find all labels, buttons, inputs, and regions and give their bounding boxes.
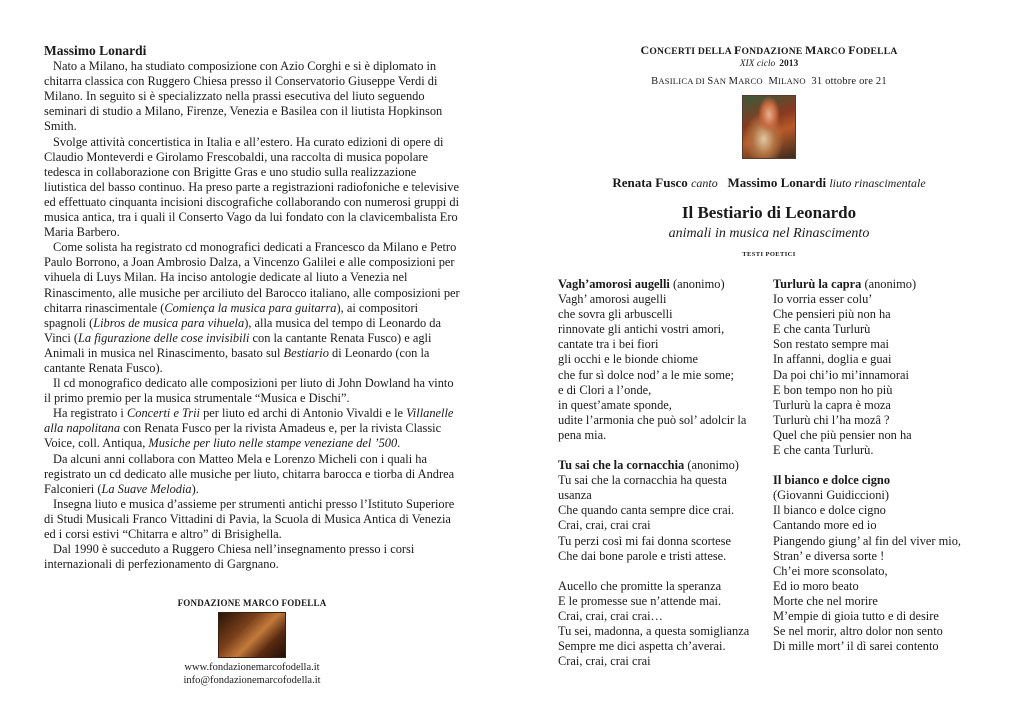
poem-line: E le promesse sue n’attende mai. <box>558 593 722 608</box>
poem-line: che sovra gli arbuscelli <box>558 307 673 322</box>
italic-title: La figurazione delle cose invisibili <box>78 330 250 345</box>
poem-line: e di Clori a l’onde, <box>558 382 652 397</box>
poem-line: Di mille mort’ il dì sarei contento <box>773 639 939 654</box>
bio-paragraph <box>44 240 462 376</box>
bio-text: Ha registrato i <box>53 406 127 421</box>
italic-title: Villanelle alla napolitana <box>44 406 454 436</box>
bio-text: ), alla musica del tempo di Leonardo da Vinci ( <box>44 315 442 345</box>
poem-title: Tu sai che la cornacchia (anonimo) <box>558 458 739 473</box>
cycle-year: 2013 <box>779 59 799 69</box>
poem-line: che fur sì dolce nod’ a le mie some; <box>558 367 734 382</box>
bio-text: Da alcuni anni collabora con Matteo Mela e Lorenzo Micheli con i quali ha registrato un cd dedicato alle musiche per liuto, chitarra barocca e tiorba di Andrea Falconieri ( <box>44 451 455 496</box>
poem <box>773 277 978 458</box>
poem-line: Sempre me dici aspetta ch’averai. <box>558 639 726 654</box>
poem-line: Aucello che promitte la speranza <box>558 578 722 593</box>
bio-paragraphs <box>44 59 462 572</box>
bio-text: Svolge attività concertistica in Italia e all’estero. Ha curato edizioni di opere di Claudio Monteverdi e Girolamo Frescobaldi, una raccolta di musica popolare tedesca in collaborazione con Brigitte Gras e uno studio sulla realizzazione liutistica del basso continuo. Ha preso parte a registrazioni radiofoniche e televisive ed effettuato cinquanta incisioni discografiche collaborando con numerosi gruppi di musica antica, tra i quali il Conserto Vago da lui fondato con la clavicembalista Ero Maria Barbero. <box>44 134 460 240</box>
italic-title: Bestiario <box>283 345 329 360</box>
bio-paragraph <box>44 542 462 572</box>
poem-line: Stran’ e diversa sorte ! <box>773 548 885 563</box>
poem-line: E che canta Turlurù. <box>773 443 874 458</box>
performer-1-role: canto <box>691 176 718 190</box>
program-subtitle: animali in musica nel Rinascimento <box>668 226 870 241</box>
poem-line: rinnovate gli antichi vostri amori, <box>558 322 725 337</box>
poem-line: udite l’armonia che può sol’ adolcir la pena mia. <box>558 412 747 442</box>
poem-line: Che quando canta sempre dice crai. <box>558 503 735 518</box>
poem-line: (Giovanni Guidiccioni) <box>773 488 889 503</box>
poem-line: Ch’ei more sconsolato, <box>773 563 888 578</box>
performer-1-name: Renata Fusco <box>612 175 688 190</box>
performer-2-name: Massimo Lonardi <box>727 175 827 190</box>
poem-line: Quel che più pensier non ha <box>773 427 912 442</box>
italic-title: Musiche per liuto nelle stampe veneziane del ’500 <box>148 436 398 451</box>
poem-title: Il bianco e dolce cigno <box>773 473 891 488</box>
bio-text: ). <box>191 481 199 496</box>
poem-line: Vagh’ amorosi augelli <box>558 292 667 307</box>
poem-author: (anonimo) <box>669 277 725 291</box>
poem-title: Turlurù la capra (anonimo) <box>773 277 917 291</box>
poem-line: Ed io moro beato <box>773 578 859 593</box>
bio-text: con Renata Fusco per la rivista Amadeus e, per la rivista Classic Voice, coll. Antiqua, <box>44 421 442 451</box>
poem-line: Morte che nel morire <box>773 593 878 608</box>
bio-text: Nato a Milano, ha studiato composizione con Azio Corghi e si è diplomato in chitarra classica con Ruggero Chiesa presso il Conservatorio Giuseppe Verdi di Milano. In seguito si è specializzato nella prassi esecutiva del liuto seguendo seminari di studio a Milano, Firenze, Venezia e Basilea con il liutista Hopkinson Smith. <box>44 59 443 134</box>
poem <box>773 473 978 654</box>
italic-title: Comiença la musica para guitarra <box>164 300 337 315</box>
poem-line: Turlurù la capra è moza <box>773 397 891 412</box>
poem-line: Tu sai che la cornacchia ha questa usanza <box>558 473 727 503</box>
biography-section <box>44 43 462 572</box>
poem-line: gli occhi e le bionde chiome <box>558 352 699 367</box>
poem-line: Turlurù chi l’ha mozâ ? <box>773 412 890 427</box>
poem-line: Cantando more ed io <box>773 518 877 533</box>
poem <box>558 277 763 443</box>
poem-line: Che dai bone parole e tristi attese. <box>558 548 727 563</box>
foundation-logo <box>218 612 286 658</box>
poem-line: Piangendo giung’ al fin del viver mio, <box>773 533 962 548</box>
concert-date: 31 ottobre ore 21 <box>811 76 887 87</box>
bio-paragraph <box>44 376 462 406</box>
italic-title: La Suave Melodia <box>101 481 192 496</box>
poem-line: in quest’amate sponde, <box>558 397 672 412</box>
bio-text: Dal 1990 è succeduto a Ruggero Chiesa nell’insegnamento presso i corsi internazionali di perfezionamento di Gargnano. <box>44 542 415 572</box>
cycle-info <box>560 59 978 69</box>
bio-text: di Leonardo (con la cantante Renata Fusco). <box>44 345 430 375</box>
bio-text: . <box>397 436 401 451</box>
poem-title: Vagh’amorosi augelli (anonimo) <box>558 277 725 291</box>
performers-line <box>560 175 978 191</box>
website-link[interactable]: www.fondazionemarcofodella.it <box>184 662 320 673</box>
poem-line: Il bianco e dolce cigno <box>773 503 886 518</box>
poem-line: Crai, crai, crai crai <box>558 654 651 669</box>
poem <box>558 579 763 670</box>
program-title: Il Bestiario di Leonardo <box>681 203 857 222</box>
bio-text: con la cantante Renata Fusco) e agli Animali in musica nel Rinascimento, basato sul <box>44 330 432 360</box>
poem-line: Se nel morir, altro dolor non sento <box>773 624 943 639</box>
bio-paragraph <box>44 497 462 542</box>
poem-line: Crai, crai, crai crai <box>558 518 651 533</box>
italic-title: Libros de musica para vihuela <box>93 315 245 330</box>
poem-line: E bon tempo non ho più <box>773 382 893 397</box>
bio-paragraph <box>44 59 462 134</box>
bio-paragraph <box>44 406 462 451</box>
bio-name: Massimo Lonardi <box>44 43 147 58</box>
poem-line: Da poi chi’io mi’innamorai <box>773 367 909 382</box>
concert-header <box>560 43 978 258</box>
bio-text: Come solista ha registrato cd monografici dedicati a Francesco da Milano e Petro Paulo Borrono, a Joan Ambrosio Dalza, a Vincenzo Galilei e alle composizioni per vihuela di Luys Milan. Ha inciso antologie dedicate al liuto a Venezia nel Rinascimento, alle musiche per arciliuto del Barocco italiano, alle composizioni per chitarra rinascimentale ( <box>44 240 460 315</box>
foundation-name: FONDAZIONE MARCO FODELLA <box>177 598 327 608</box>
poems-column-1 <box>558 277 763 684</box>
renaissance-painting-image <box>742 95 796 159</box>
performer-2-role: liuto rinascimentale <box>829 176 926 190</box>
italic-title: Concerti e Trii <box>126 406 200 421</box>
poem-line: Tu perzi così mi fai donna scortese <box>558 533 731 548</box>
poem-line: In affanni, doglia e guai <box>773 352 892 367</box>
cycle-label: XIX ciclo <box>739 59 776 69</box>
poems-column-2 <box>773 277 978 669</box>
poem-line: Crai, crai, crai crai… <box>558 608 663 623</box>
poem-line: Io vorria esser colu’ <box>773 292 873 307</box>
poem-line: Che pensieri più non ha <box>773 307 891 322</box>
bio-text: ), ai compositori spagnoli ( <box>44 300 419 330</box>
poem <box>558 458 763 564</box>
bio-paragraph <box>44 452 462 497</box>
venue-line: BASILICA DI SAN MARCO MILANO 31 ottobre ore 21 <box>651 76 887 87</box>
poem-author: (anonimo) <box>861 277 917 291</box>
foundation-footer <box>162 598 342 687</box>
poem-line: Tu sei, madonna, a questa somiglianza <box>558 623 750 638</box>
bio-text: Il cd monografico dedicato alle composizioni per liuto di John Dowland ha vinto il primo premio per la musica strumentale “Musica e Dischi”. <box>44 376 454 406</box>
poem-line: E che canta Turlurù <box>773 322 871 337</box>
concert-series-title: CONCERTI DELLA FONDAZIONE MARCO FODELLA <box>640 43 898 57</box>
bio-text: Insegna liuto e musica d’assieme per strumenti antichi presso l’Istituto Superiore di Studi Musicali Franco Vittadini di Pavia, la Scuola di Musica Antica di Venezia ed i corsi estivi “Chitarra e altro” di Brisighella. <box>44 496 455 541</box>
poem-line: M’empie di gioia tutto e di desire <box>773 608 939 623</box>
poem-line: Son restato sempre mai <box>773 337 889 352</box>
bio-text: per liuto ed archi di Antonio Vivaldi e le <box>199 406 407 421</box>
texts-label: TESTI POETICI <box>742 251 796 258</box>
email-link[interactable]: info@fondazionemarcofodella.it <box>183 674 321 686</box>
bio-paragraph <box>44 135 462 241</box>
poem-line: cantate tra i bei fiori <box>558 337 659 352</box>
poem-author: (anonimo) <box>684 458 739 473</box>
